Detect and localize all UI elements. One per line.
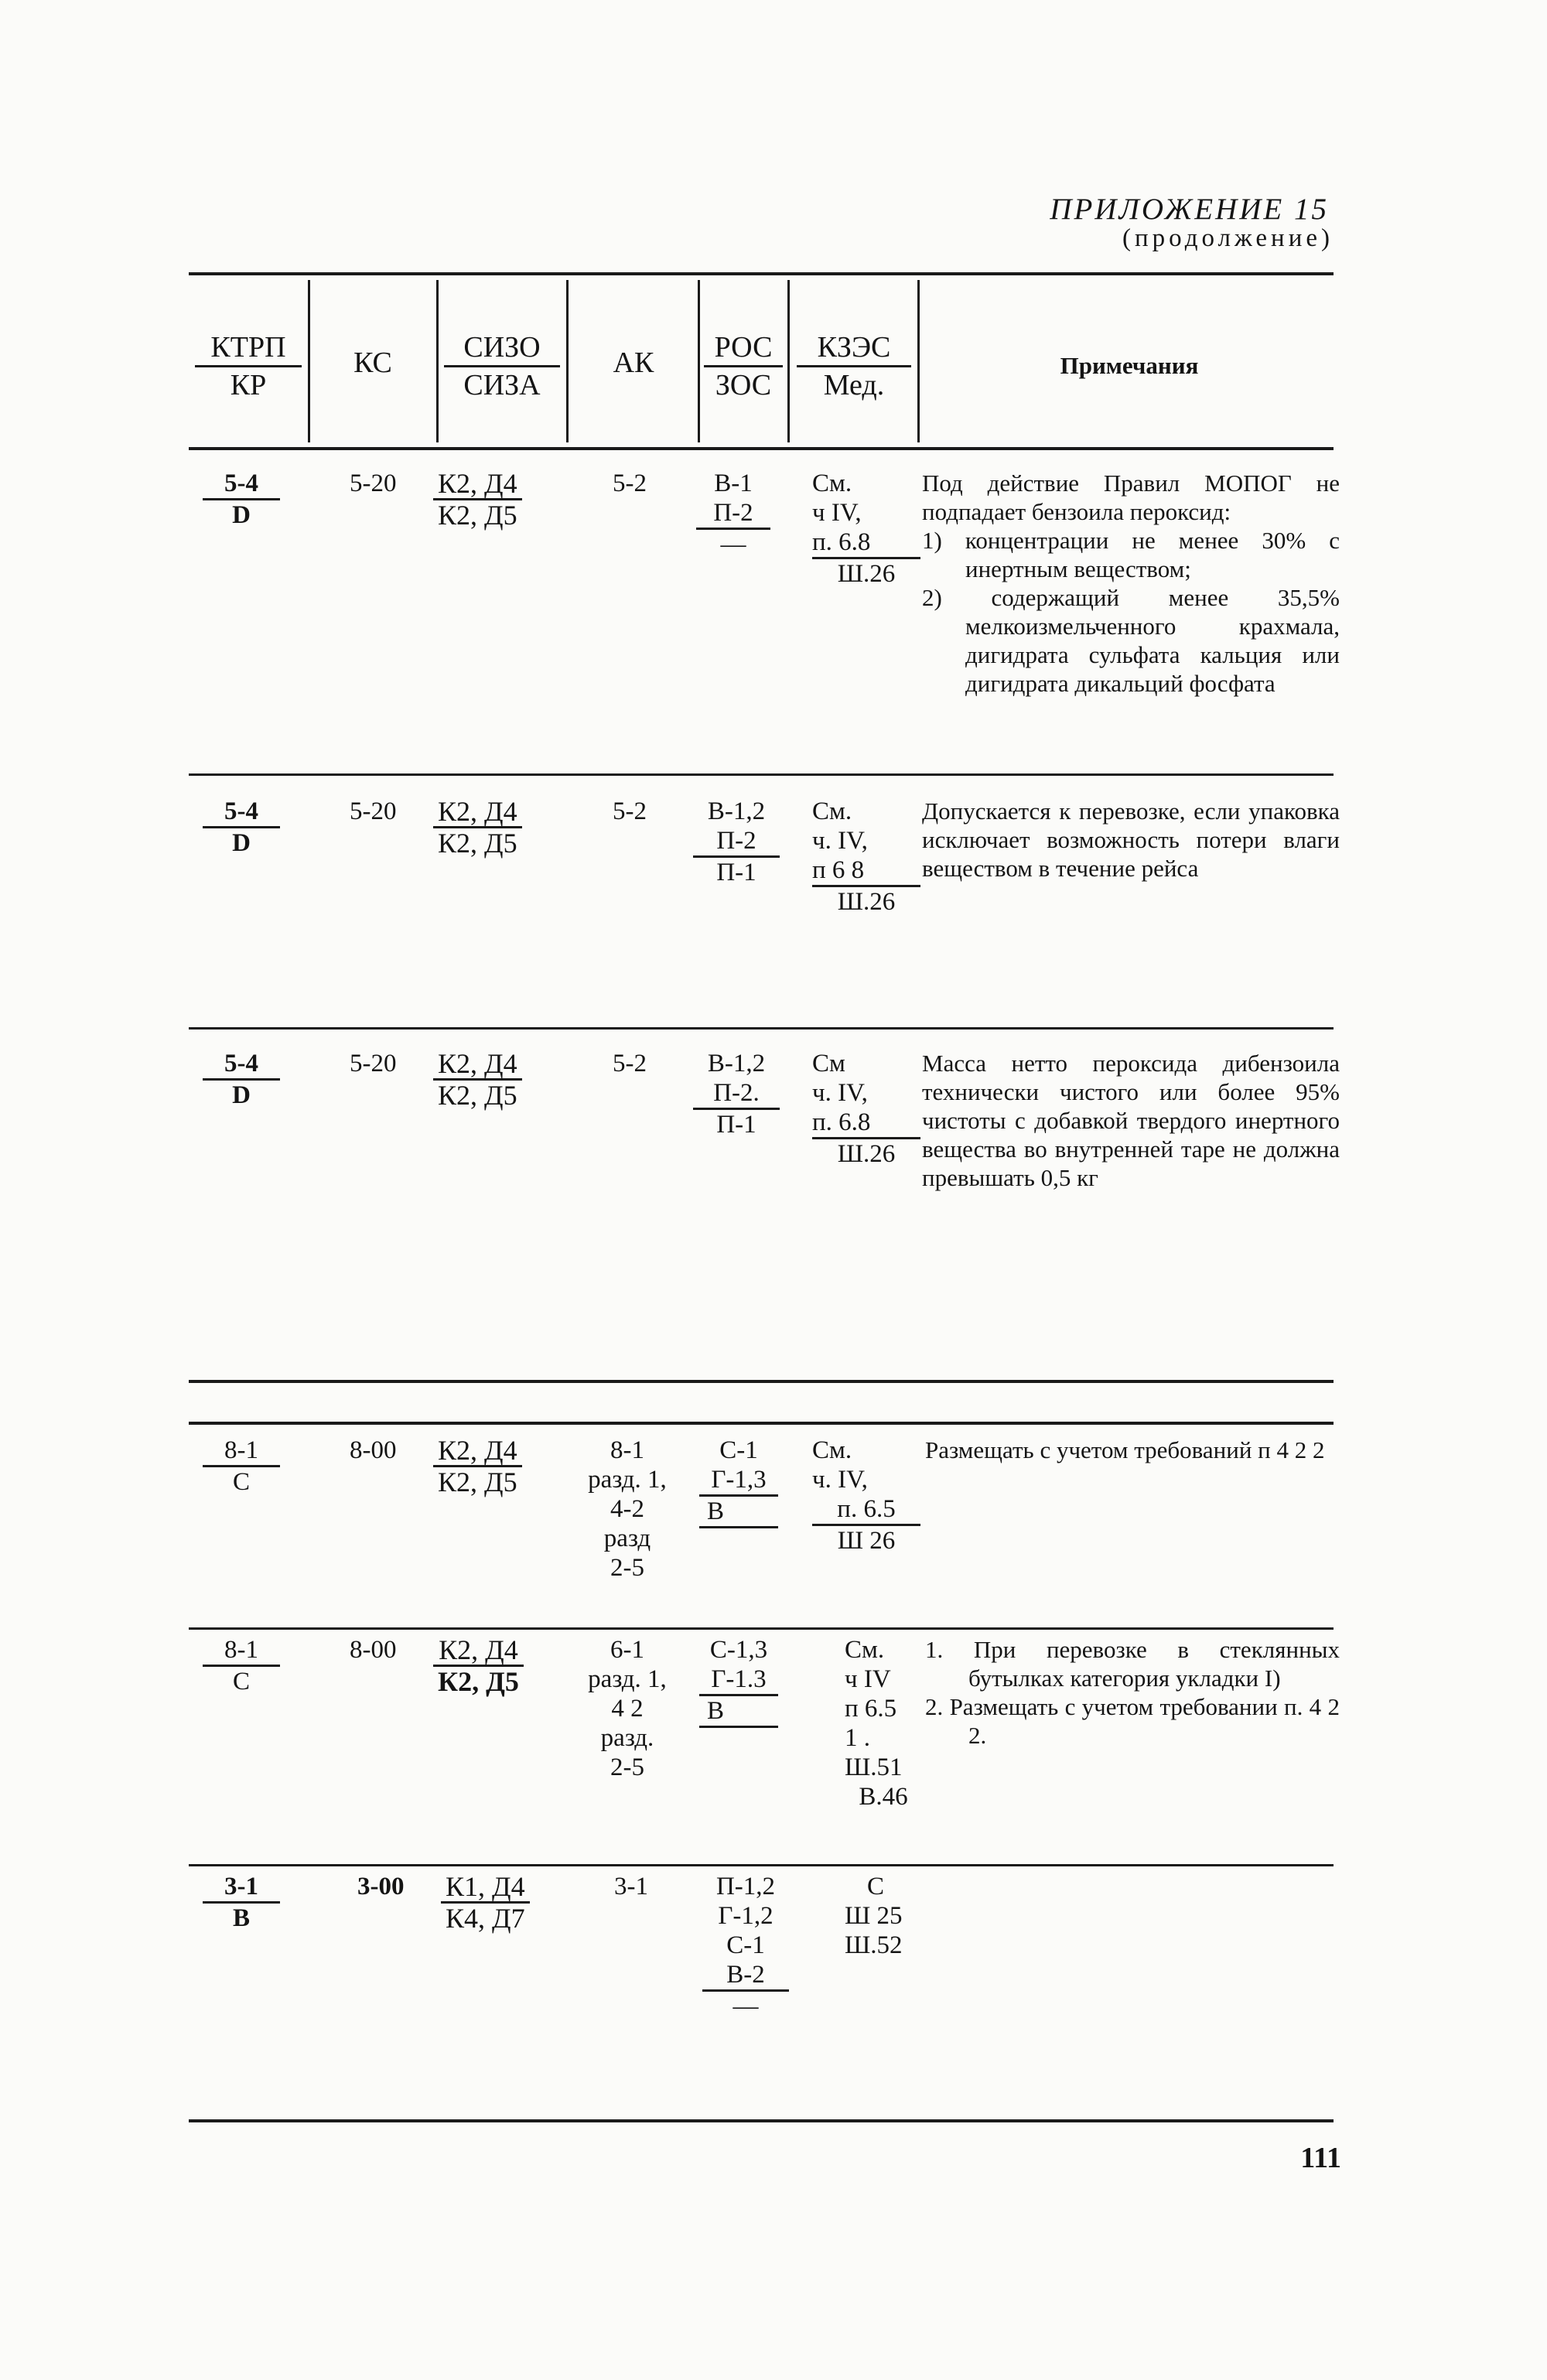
ak-value: разд: [603, 1525, 651, 1552]
kzes-value: См.: [812, 1436, 852, 1464]
ak-cell: [589, 1049, 670, 1078]
ktrp-label: КТРП: [195, 330, 302, 367]
ak-cell: [589, 469, 670, 498]
ktrp-kr-fraction: [203, 797, 280, 858]
sizo-siza: [433, 469, 522, 531]
ktrp-kr-fraction: [203, 469, 280, 530]
ak-value: 4 2: [611, 1695, 644, 1723]
siza-value: К2, Д5: [438, 1467, 517, 1497]
appendix-subtitle: (продолжение): [1122, 224, 1334, 252]
col-header-ktrp-kr: [195, 330, 302, 403]
kr-value: D: [232, 829, 251, 857]
row-divider-1: [189, 773, 1334, 776]
notes-cell: [922, 797, 1340, 883]
row-divider-4: [189, 1864, 1334, 1866]
ros-label: РОС: [704, 330, 783, 367]
row-divider-3: [189, 1627, 1334, 1630]
ak-value: 5-2: [613, 797, 647, 825]
note-item: 2. Размещать с учетом требовании п. 4 2 2.: [925, 1693, 1340, 1749]
col-header-notes: [928, 348, 1330, 384]
ak-cell: [569, 1436, 685, 1583]
sizo-siza-fraction: [433, 797, 522, 858]
ak-value: 3-1: [614, 1873, 648, 1900]
sizo-siza: [433, 797, 522, 859]
ros-value: В-1: [714, 470, 753, 497]
ktrp-value: 5-4: [203, 797, 280, 828]
ros-cell: [699, 1436, 778, 1528]
med-value: Ш 26: [837, 1527, 896, 1555]
header-bottom-rule: [189, 447, 1334, 450]
kzes-value: См.: [812, 797, 852, 825]
sizo-siza-fraction: [433, 1049, 522, 1110]
ak-value: 5-2: [613, 470, 647, 497]
ak-value: 2-5: [610, 1753, 644, 1781]
header-separator: [566, 280, 569, 442]
ktrp-kr-fraction: [203, 1872, 280, 1933]
ros-value: С-1: [726, 1931, 765, 1959]
ak-label: АК: [613, 347, 654, 379]
ktrp-value: 5-4: [203, 469, 280, 500]
ak-value: 6-1: [610, 1636, 644, 1664]
notes-cell: [925, 1436, 1340, 1464]
med-value: Ш 25: [845, 1902, 903, 1930]
table-row: [195, 469, 280, 530]
section-rule-2: [189, 1422, 1334, 1425]
table-top-rule: [189, 272, 1334, 275]
ktrp-value: 8-1: [203, 1436, 280, 1467]
table-row: [195, 1635, 280, 1696]
kzes-value: ч IV: [845, 1665, 891, 1693]
ros-value: П-2: [693, 826, 780, 858]
med-label: Мед.: [823, 369, 885, 401]
kzes-value: См.: [812, 470, 852, 497]
col-header-ks: [317, 345, 429, 381]
notes-cell: [925, 1635, 1340, 1750]
kzes-value: С: [866, 1873, 884, 1900]
kzes-cell: [812, 1436, 920, 1555]
ros-value: П-1: [716, 1111, 756, 1139]
ktrp-kr-fraction: [203, 1436, 280, 1497]
siza-value: К2, Д5: [438, 828, 517, 859]
ros-cell: [699, 1635, 778, 1728]
ak-value: 5-2: [613, 1050, 647, 1077]
med-value: Ш.26: [837, 560, 896, 588]
sizo-label: СИЗО: [444, 330, 560, 367]
ros-value: П-2: [696, 498, 770, 530]
section-rule-1: [189, 1380, 1334, 1383]
kr-value: D: [232, 1081, 251, 1109]
siza-label: СИЗА: [463, 369, 541, 401]
kzes-value: 1 .: [845, 1724, 870, 1752]
col-header-sizo-siza: [444, 330, 560, 403]
med-value-2: В.46: [859, 1783, 908, 1811]
kzes-value: См.: [845, 1636, 885, 1664]
sizo-value: К2, Д4: [433, 1436, 522, 1467]
ros-value: Г-1,3: [699, 1465, 778, 1497]
med-value-2: Ш.52: [845, 1931, 903, 1959]
kr-value: В: [232, 1904, 250, 1932]
ktrp-kr-fraction: [203, 1049, 280, 1110]
ak-cell: [591, 1872, 671, 1901]
ak-value: разд. 1,: [588, 1665, 667, 1693]
kzes-value: ч. IV,: [812, 1466, 868, 1494]
sizo-siza: [433, 1635, 524, 1698]
siza-value: К2, Д5: [438, 1080, 517, 1111]
ks-value: 3-00: [357, 1873, 405, 1900]
sizo-siza: [433, 1049, 522, 1111]
table-bottom-rule: [189, 2119, 1334, 2122]
ks-value: 8-00: [350, 1436, 397, 1464]
row-divider-2: [189, 1027, 1334, 1030]
ros-value: —: [720, 531, 746, 558]
ks-value: 5-20: [350, 470, 397, 497]
sizo-siza-fraction: [441, 1872, 530, 1933]
ks-value: 8-00: [350, 1636, 397, 1664]
ks-label: КС: [353, 347, 392, 379]
sizo-siza: [433, 1436, 522, 1498]
ros-value: В-2: [702, 1960, 789, 1992]
ktrp-value: 8-1: [203, 1635, 280, 1667]
kzes-value: п. 6.8: [812, 528, 920, 559]
kzes-value: ч. IV,: [812, 1079, 868, 1107]
table-row: [195, 797, 280, 858]
ros-cell: [693, 1049, 780, 1139]
note-text: Размещать с учетом требований п 4 2 2: [925, 1436, 1325, 1463]
med-value: Ш.51: [845, 1753, 903, 1781]
notes-cell: [922, 469, 1340, 698]
note-text: Допускается к перевозке, если упаковка исключает возможность потери влаги веществом в течение рейса: [922, 797, 1340, 882]
ak-value: 4-2: [610, 1495, 644, 1523]
header-separator: [308, 280, 310, 442]
kzes-cell: [845, 1872, 937, 1960]
note-text: Под действие Правил МОПОГ не подпадает бензоила пероксид:: [922, 470, 1340, 525]
ak-value: 8-1: [610, 1436, 644, 1464]
ros-value: С-1: [719, 1436, 758, 1464]
col-header-ros-zos: [704, 330, 783, 403]
header-separator: [436, 280, 439, 442]
ros-value: Г-1,2: [718, 1902, 774, 1930]
ros-value: В: [699, 1696, 778, 1728]
notes-label: Примечания: [1060, 352, 1199, 379]
note-item: 2) содержащий менее 35,5% мелкоизмельченного крахмала, дигидрата сульфата кальция или дигидрата дикальций фосфата: [922, 584, 1340, 697]
ros-value: Г-1.3: [699, 1665, 778, 1696]
sizo-value: К2, Д4: [433, 1635, 524, 1667]
siza-value: К2, Д5: [438, 500, 517, 531]
kzes-cell: [812, 469, 920, 589]
kzes-cell: [812, 1049, 920, 1169]
header-separator: [787, 280, 790, 442]
ks-value: 5-20: [350, 1050, 397, 1077]
ros-cell: [693, 797, 780, 887]
sizo-value: К2, Д4: [433, 797, 522, 828]
sizo-value: К1, Д4: [441, 1872, 530, 1904]
ros-value: П-1: [716, 859, 756, 886]
sizo-siza-fraction: [433, 1635, 524, 1696]
sizo-value: К2, Д4: [433, 1049, 522, 1081]
ak-cell: [569, 1635, 685, 1782]
kzes-value: п 6 8: [812, 855, 920, 887]
kr-label: КР: [230, 369, 267, 401]
siza-value: К4, Д7: [446, 1903, 525, 1934]
ktrp-value: 5-4: [203, 1049, 280, 1081]
ros-value: В-1,2: [707, 797, 766, 825]
ros-value: —: [733, 1992, 759, 2020]
appendix-title: ПРИЛОЖЕНИЕ 15: [1050, 193, 1329, 226]
sizo-siza-fraction: [433, 1436, 522, 1497]
kzes-cell: [812, 797, 920, 917]
kzes-value: п. 6.8: [812, 1108, 920, 1139]
sizo-siza-fraction: [433, 469, 522, 530]
ks-value: 5-20: [350, 797, 397, 825]
sizo-siza: [441, 1872, 530, 1934]
header-separator: [698, 280, 700, 442]
col-header-ak: [575, 345, 692, 381]
kr-value: С: [232, 1668, 250, 1695]
ak-value: 2-5: [610, 1554, 644, 1582]
ak-value: разд.: [600, 1724, 654, 1752]
ak-cell: [589, 797, 670, 826]
kzes-value: ч IV,: [812, 499, 862, 527]
ros-value: В: [699, 1497, 778, 1528]
ktrp-value: 3-1: [203, 1872, 280, 1904]
kzes-value: ч. IV,: [812, 827, 868, 855]
ktrp-kr-fraction: [203, 1635, 280, 1696]
table-row: [195, 1872, 280, 1933]
ak-value: разд. 1,: [588, 1466, 667, 1494]
kzes-value: п 6.5: [845, 1695, 897, 1723]
note-text: Масса нетто пероксида дибензоила технически чистого или более 95% чистоты с добавкой твердого инертного вещества во внутренней таре не должна превышать 0,5 кг: [922, 1050, 1340, 1191]
kzes-cell: [845, 1635, 922, 1811]
ros-cell: [696, 469, 770, 559]
kzes-value: См: [812, 1050, 845, 1077]
siza-value: К2, Д5: [438, 1666, 519, 1697]
ros-cell: [702, 1872, 789, 2021]
ros-value: П-1,2: [715, 1873, 776, 1900]
kzes-value: п. 6.5: [812, 1494, 920, 1526]
kr-value: С: [232, 1468, 250, 1496]
sizo-value: К2, Д4: [433, 469, 522, 500]
col-header-kzes-med: [797, 330, 911, 403]
med-value: Ш.26: [837, 1140, 896, 1168]
note-item: 1) концентрации не менее 30% с инертным веществом;: [922, 527, 1340, 582]
table-row: [195, 1436, 280, 1497]
header-separator: [917, 280, 920, 442]
med-value: Ш.26: [837, 888, 896, 916]
kr-value: D: [232, 501, 251, 529]
ros-value: С-1,3: [709, 1636, 768, 1664]
notes-cell: [922, 1049, 1340, 1192]
table-row: [195, 1049, 280, 1110]
zos-label: ЗОС: [715, 369, 772, 401]
kzes-label: КЗЭС: [797, 330, 911, 367]
ros-value: В-1,2: [707, 1050, 766, 1077]
note-item: 1. При перевозке в стеклянных бутылках категория укладки I): [925, 1636, 1340, 1692]
ros-value: П-2.: [693, 1078, 780, 1110]
page-number: 111: [1300, 2142, 1341, 2174]
